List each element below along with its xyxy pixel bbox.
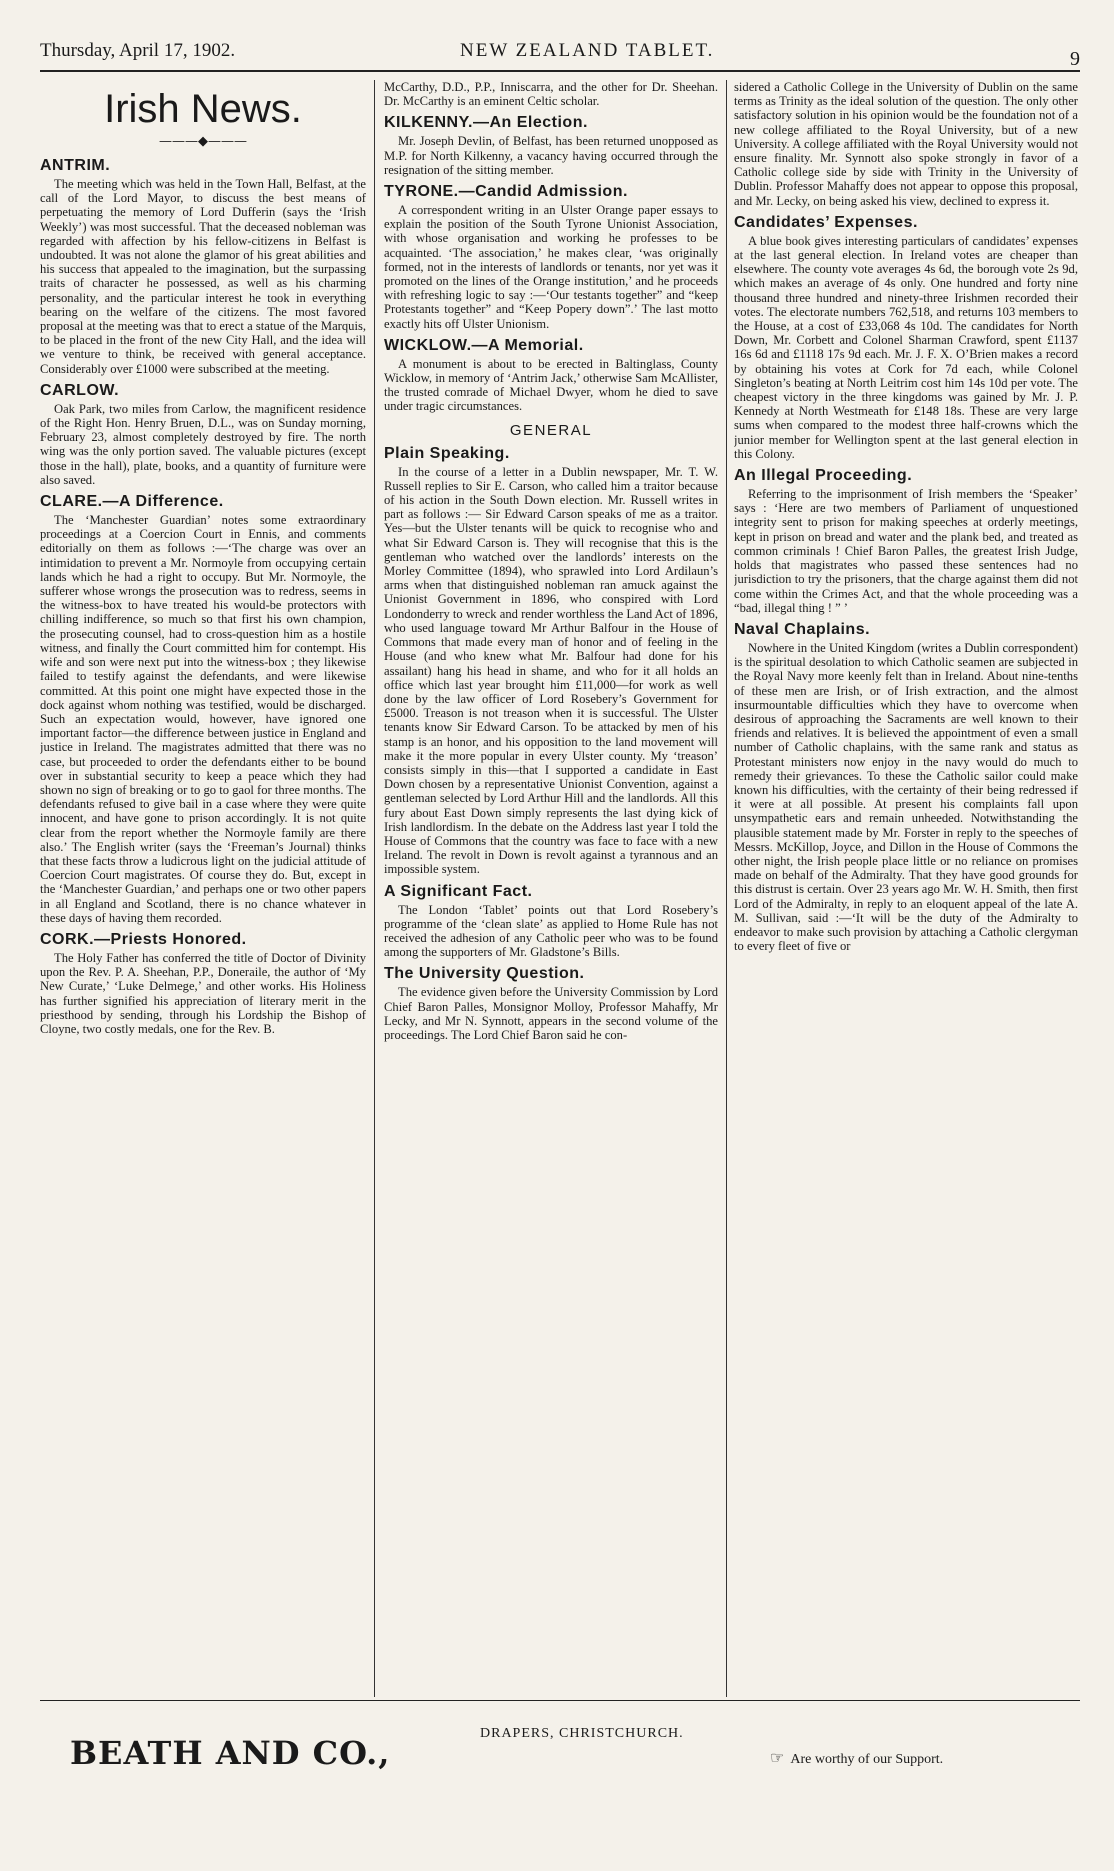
article-heading: A Significant Fact. (384, 882, 533, 900)
column-divider (374, 80, 375, 1697)
article-body: Referring to the imprisonment of Irish members the ‘Speaker’ says : ‘Here are two members of Parliament of unquestioned integrity sent to prison for making speeches at orderly meetings, kept in prison on bread and water and the plank bed, and treated as common criminals ! Chief Baron Palles, the greatest Irish Judge, holds that magistrates who passed these sentences had no jurisdiction to try the prisoners, that the charge against them did not come within the Crimes Act, and that the whole proceeding was a “bad, illegal thing ! ” ’ (734, 487, 1078, 615)
column-2 (384, 80, 718, 1697)
slogan-text: Are worthy of our Support. (790, 1752, 944, 1767)
article-heading: TYRONE.—Candid Admission. (384, 183, 628, 201)
article-heading: CLARE.—A Difference. (40, 493, 224, 511)
section-title: Irish News. (104, 87, 302, 131)
article-heading: CARLOW. (40, 381, 120, 399)
article-heading: KILKENNY.—An Election. (384, 114, 588, 132)
article-body: The Holy Father has conferred the title of Doctor of Divinity upon the Rev. P. A. Sheehan, P.P., Doneraile, the author of ‘My New Curate,’ ‘Luke Delmege,’ and other works. His Holiness has further signified his appreciation of literary merit in the priesthood by sending, through his Lordship the Bishop of Cloyne, two costly medals, one for the Rev. B. (40, 950, 366, 1036)
article-body: The ‘Manchester Guardian’ notes some extraordinary proceedings at a Coercion Court in Ennis, and comments editorially on them as follows :—‘The charge was over an intimidation to prevent a Mr. Normoyle from occupying certain lands which he had a right to occupy. But Mr. Normoyle, the sufferer whose wrongs the prosecution was to redress, seems in the witness-box to have treated his would-be protectors with chilling indifference, so much so that first his own champion, the prosecuting counsel, had to cross-question him as a hostile witness, and finally the Court committed him for contempt. His wife and son were next put into the witness-box ; they likewise failed to testify against the defendants, and were likewise committed. At this point one might have expected those in the dock against whom nothing was testified, would be discharged. Such an expectation would, however, have ignored one important factor—the difference between justice in England and justice in Ireland. The magistrates admitted that there was no case, but proceeded to order the defendants either to be bound over in substantial security to keep a peace which they had shown no sign of breaking or to go to gaol for three months. The defendants refused to give bail in a case where they were quite innocent, and have gone to prison accordingly. It is not quite clear from the report whether the Normoyle family are there also.’ The English writer (says the ‘Freeman’s Journal) thinks that these facts throw a ludicrous light on the judicial attitude of Coercion Court magistrates. Of course they do. But, except in the ‘Manchester Guardian,’ and perhaps one or two other papers in all England and Scotland, there is no chance whatever in these days of having them recorded. (40, 513, 366, 925)
column-2-articles (384, 80, 718, 1042)
column-1-articles (40, 157, 366, 1036)
issue-date: Thursday, April 17, 1902. (40, 40, 236, 61)
masthead: NEW ZEALAND TABLET. (460, 40, 715, 61)
article-heading: An Illegal Proceeding. (734, 467, 913, 485)
article-heading: ANTRIM. (40, 157, 111, 174)
article-body: Nowhere in the United Kingdom (writes a Dublin correspondent) is the spiritual desolation to which Catholic seamen are subjected in the Royal Navy more keenly felt than in Ireland. About nine-tenths of these men are Irish, or of Irish extraction, and the almost insurmountable difficulties which they have to overcome when desirous of approaching the Sacraments are well known to their friends and relatives. It is believed the appointment of even a small number of Catholic chaplains, with the same rank and status as Protestant ministers now enjoy in the navy would do much to remedy their grievances. To these the Catholic sailor could make known his difficulties, with the certainty of their being redressed if it were at all possible. At present his complaints fall upon unsympathetic ears and remain unheeded. Notwithstanding the plausible statement made by Mr. Forster in reply to the speeches of Messrs. McKillop, Joyce, and Dillon in the House of Commons the other night, the Irish people place little or no reliance on promises made on behalf of the Admiralty. That they have good grounds for this distrust is certain. Over 23 years ago Mr. W. H. Smith, then first Lord of the Admiralty, in reply to an eloquent appeal of the late A. M. Sullivan, said :—‘It will be the duty of the Admiralty to endeavor to make such provision by attaching a Catholic clergyman to every fleet of five or (734, 640, 1078, 954)
article-body: A correspondent writing in an Ulster Orange paper essays to explain the position of the South Tyrone Unionist Association, with whose organisation and working he professes to be acquainted. ‘The association,’ he makes clear, ‘was originally formed, not in the interests of landlords or tenants, nor yet was it promoted on the lines of the Orange institution,’ and he proceeds with refreshing logic to say :—‘Our testants together” and “keep Protestants together” and “Keep Popery down”.’ The last motto exactly hits off Ulster Unionism. (384, 203, 718, 331)
article-heading: WICKLOW.—A Memorial. (384, 336, 584, 354)
article-body: A monument is about to be erected in Baltinglass, County Wicklow, in memory of ‘Antrim Jack,’ otherwise Sam McAllister, the trusted comrade of Michael Dwyer, whom he died to save under tragic circumstances. (384, 356, 718, 414)
page-number: 9 (1070, 48, 1080, 70)
advertisement-footer (40, 1720, 1080, 1780)
section-heading: GENERAL (509, 421, 593, 439)
advertiser-slogan (770, 1748, 943, 1768)
column-1 (40, 80, 366, 1697)
article-body: Oak Park, two miles from Carlow, the magnificent residence of the Right Hon. Henry Bruen, D.L., was on Sunday morning, February 23, almost completely destroyed by fire. The north wing was the only portion saved. The valuable pictures (except those in the hall), plate, books, and a quantity of furniture were also saved. (40, 401, 366, 487)
article-heading: Naval Chaplains. (734, 620, 871, 638)
article-body: Mr. Joseph Devlin, of Belfast, has been returned unopposed as M.P. for North Kilkenny, a vacancy having occurred through the resignation of the sitting member. (384, 134, 718, 177)
article-body: McCarthy, D.D., P.P., Inniscarra, and the other for Dr. Sheehan. Dr. McCarthy is an eminent Celtic scholar. (384, 80, 718, 109)
ornament-divider: ———◆——— (159, 134, 247, 149)
column-divider (726, 80, 727, 1697)
article-heading: Candidates’ Expenses. (734, 213, 918, 231)
article-body: The meeting which was held in the Town Hall, Belfast, at the call of the Lord Mayor, to discuss the best means of perpetuating the memory of Lord Dufferin (says the ‘Irish Weekly’) was most successful. That the deceased nobleman was regarded with affection by his fellow-citizens in Belfast is undoubted. It was not alone the glamor of his great abilities and his success that appealed to the imagination, but the surpassing traits of character he possessed, as well as his charming personality, and the particular interest he took in everything bearing on the welfare of the citizens. The most favored proposal at the meeting was that to erect a statue of the Marquis, to be placed in the front of the new City Hall, and the idea will we venture to think, be received with general acceptance. Considerably over £1000 were subscribed at the meeting. (40, 177, 366, 376)
article-body: In the course of a letter in a Dublin newspaper, Mr. T. W. Russell replies to Sir E. Carson, who called him a traitor because of his action in the South Down election. Mr. Russell writes in part as follows :— Sir Edward Carson speaks of me as a traitor. Yes—but the Ulster tenants will be quick to recognise who and what Sir Edward Carson is. They will recognise that this is the gentleman who watched over the landlords’ interests on the Morley Committee (1894), who sprawled into Lord Ardilaun’s arms when that distinguished nobleman ran amuck against the Unionist Government in 1896, who conspired with Lord Londonderry to wreck and render worthless the Land Act of 1896, who used language toward Mr Arthur Balfour in the House of Commons that made every man of honor and of feeling in the House (and who knew what Mr. Balfour had done for his assailant) hang his head in shame, and who for it all holds an office which last year brought him £11,000—for work as well done by the law officer of Lord Rosebery’s Government for £5000. Treason is not treason when it is successful. The Ulster tenants know Sir Edward Carson. To be attacked by men of his stamp is an honor, and his opposition to the land movement will make it the more popular in every Ulster county. My ‘treason’ consists simply in this—that I supported a candidate in East Down chosen by a representative Unionist Convention, against a gentleman selected by Lord Arthur Hill and the landlords. All this fury about East Down simply represents the last dying kick of Irish landlordism. In the debate on the Address last year I told the House of Commons that the country was face to face with a new Ireland. The revolt in Down is revolt against a tyrannous and an impossible system. (384, 464, 718, 877)
article-heading: Plain Speaking. (384, 444, 510, 462)
article-heading: The University Question. (384, 965, 585, 983)
column-3 (734, 80, 1078, 1697)
advertiser-trade: DRAPERS, CHRISTCHURCH. (480, 1726, 684, 1741)
running-head (40, 38, 1080, 68)
top-rule (40, 70, 1080, 72)
article-body: sidered a Catholic College in the University of Dublin on the same terms as Trinity as the ideal solution of the question. The only other satisfactory solution in his opinion would be the foundation not of a new college affiliated to the Royal University, but of a new University. A college affiliated with the Royal University would not ensure finality. Mr. Synnott also spoke strongly in favor of a Catholic college side by side with Trinity in the University of Dublin. Professor Mahaffy does not appear to oppose this proposal, and Mr. Lecky, on being asked his view, declined to express it. (734, 80, 1078, 208)
footer-rule (40, 1700, 1080, 1701)
article-body: A blue book gives interesting particulars of candidates’ expenses at the last general election. In Ireland votes are cheaper than elsewhere. The county vote averages 4s 6d, the borough vote 2s 9d, which makes an average of 4s only. One hundred and forty nine thousand three hundred and ninety-three Irishmen recorded their votes. The electorate numbers 762,518, and returns 103 members to the House, at a cost of £33,068 4s 10d. The candidates for North Down, Mr. Corbett and Colonel Sharman Crawford, spent £1137 16s 6d and £1118 17s 9d each. Mr. J. F. X. O’Brien makes a record by obtaining his votes at Cork for 7d each, while Colonel Singleton’s beating at North Leitrim cost him 14s 10d per vote. The cheapest victory in the three kingdoms was gained by Mr. J. P. Kennedy at North Westmeath for £148 18s. These are very large sums when compared to the modest three half-crowns which the junior member for Wellington spent at the last general election in this Colony. (734, 233, 1078, 461)
column-3-articles (734, 80, 1078, 953)
article-heading: CORK.—Priests Honored. (40, 930, 247, 948)
article-body: The evidence given before the University Commission by Lord Chief Baron Palles, Monsignor Molloy, Professor Mahaffy, Mr Lecky, and Mr N. Synnott, appears in the second volume of the proceedings. The Lord Chief Baron said he con- (384, 985, 718, 1042)
advertiser-name: BEATH AND CO., (70, 1734, 391, 1772)
article-body: The London ‘Tablet’ points out that Lord Rosebery’s programme of the ‘clean slate’ as applied to Home Rule has not received the adhesion of any Catholic peer who was to be found among the supporters of Mr. Gladstone’s Bills. (384, 902, 718, 960)
pointing-hand-icon: ☞ (770, 1750, 785, 1767)
